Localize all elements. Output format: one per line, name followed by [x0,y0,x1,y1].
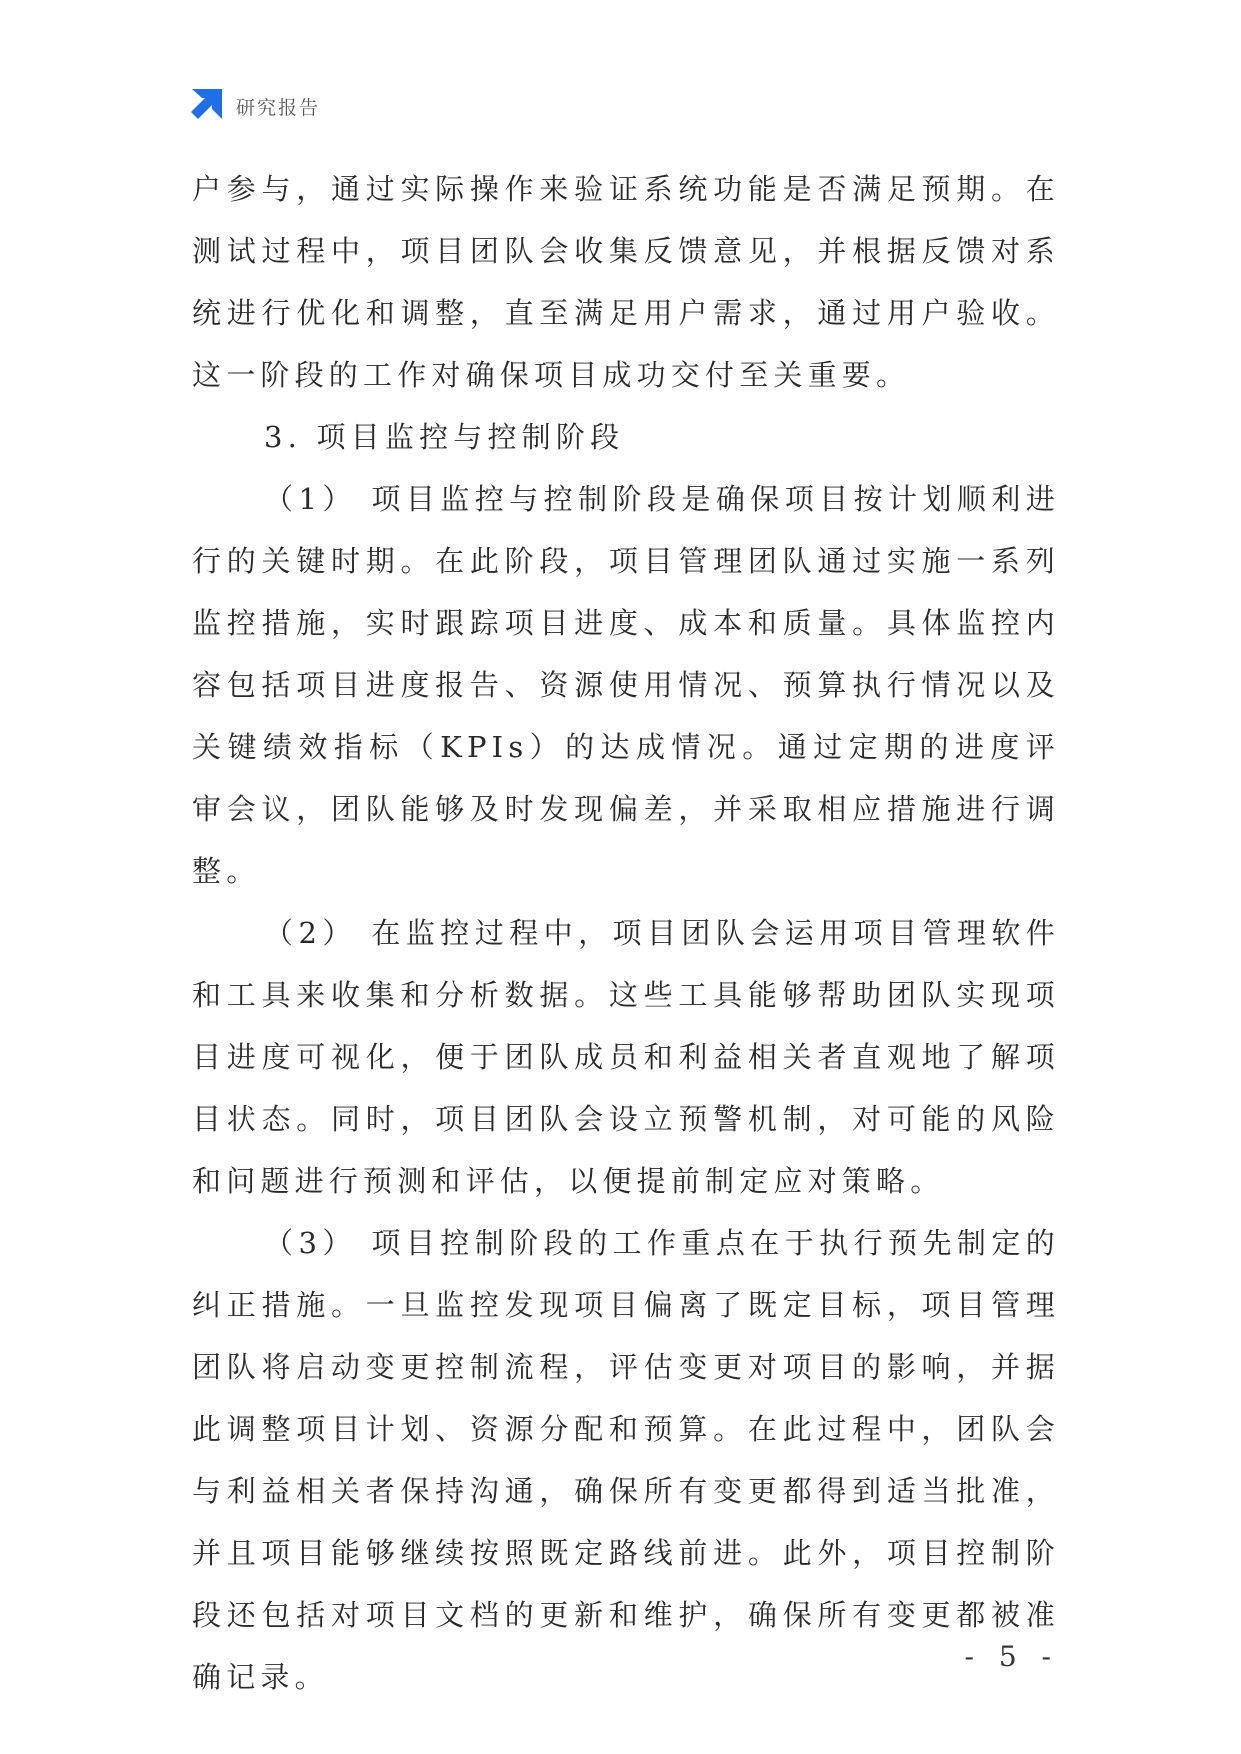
page-number: - 5 - [964,1640,1059,1673]
page-header [188,88,320,124]
document-body [192,158,1060,1708]
paragraph-3: （3） 项目控制阶段的工作重点在于执行预先制定的纠正措施。一旦监控发现项目偏离了既定目标，项目管理团队将启动变更控制流程，评估变更对项目的影响，并据此调整项目计划、资源分配和预算。在此过程中，团队会与利益相关者保持沟通，确保所有变更都得到适当批准，并且项目能够继续按照既定路线前进。此外，项目控制阶段还包括对项目文档的更新和维护，确保所有变更都被准确记录。 [192,1226,1060,1694]
header-title: 研究报告 [236,96,321,119]
section-heading: 3. 项目监控与控制阶段 [264,420,625,454]
paragraph-2: （2） 在监控过程中，项目团队会运用项目管理软件和工具来收集和分析数据。这些工具能够帮助团队实现项目进度可视化，便于团队成员和利益相关者直观地了解项目状态。同时，项目团队会设立预警机制，对可能的风险和问题进行预测和评估，以便提前制定应对策略。 [192,916,1060,1198]
paragraph-1: （1） 项目监控与控制阶段是确保项目按计划顺利进行的关键时期。在此阶段，项目管理团队通过实施一系列监控措施，实时跟踪项目进度、成本和质量。具体监控内容包括项目进度报告、资源使用情况、预算执行情况以及关键绩效指标（KPIs）的达成情况。通过定期的进度评审会议，团队能够及时发现偏差，并采取相应措施进行调整。 [192,482,1060,888]
paragraph-continuation: 户参与，通过实际操作来验证系统功能是否满足预期。在测试过程中，项目团队会收集反馈意见，并根据反馈对系统进行优化和调整，直至满足用户需求，通过用户验收。这一阶段的工作对确保项目成功交付至关重要。 [192,172,1060,392]
arrow-up-right-icon [188,89,222,123]
